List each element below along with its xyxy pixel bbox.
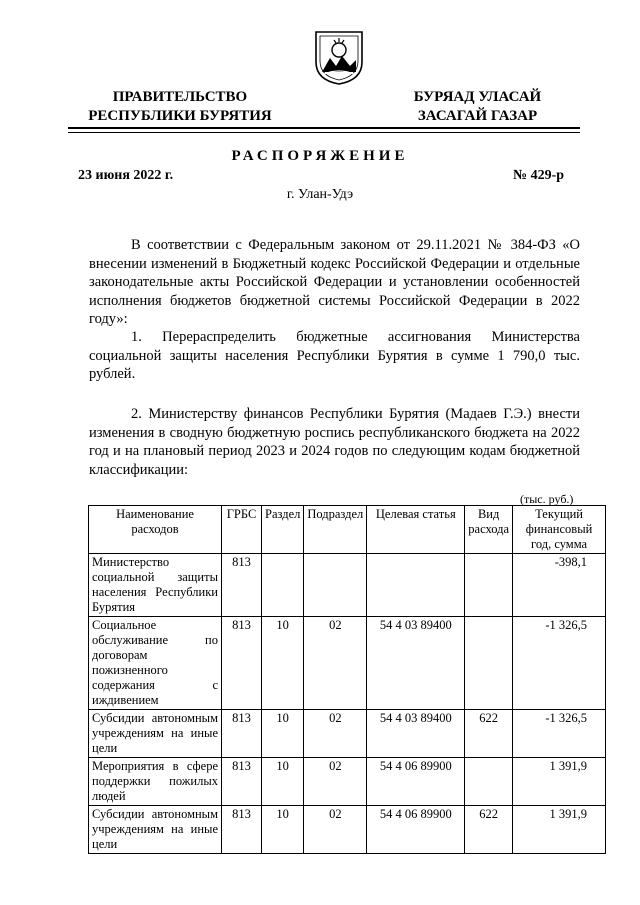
document-number: № 429-р: [513, 168, 565, 183]
header-rule-thick: [68, 127, 580, 129]
cell-amount: 1 391,9: [513, 758, 606, 806]
table-unit-label: (тыс. руб.): [520, 492, 574, 506]
document-city: г. Улан-Удэ: [286, 187, 354, 202]
col-header-name: Наименование расходов: [89, 506, 222, 554]
cell-name: Социальное обслуживание по договорам пожизненного содержания с иждивением: [89, 617, 222, 710]
cell-grbs: 813: [222, 806, 262, 854]
cell-amount: 1 391,9: [513, 806, 606, 854]
cell-section: 10: [262, 758, 304, 806]
col-header-expense-type: Вид расхода: [465, 506, 513, 554]
table-row: [89, 710, 606, 758]
cell-section: 10: [262, 806, 304, 854]
document-date: 23 июня 2022 г.: [78, 168, 174, 183]
cell-target-article: 54 4 03 89400: [367, 710, 465, 758]
table-row: [89, 554, 606, 617]
issuer-name-russian: ПРАВИТЕЛЬСТВО РЕСПУБЛИКИ БУРЯТИЯ: [88, 89, 272, 124]
cell-amount: -1 326,5: [513, 710, 606, 758]
cell-section: [262, 554, 304, 617]
cell-subsection: 02: [304, 710, 367, 758]
paragraph-preamble: В соответствии с Федеральным законом от 29.11.2021 № 384-ФЗ «О внесении изменений в Бюджетный кодекс Российской Федерации и отдельные законодательные акты Российской Федерации и установлении особенностей исполнения бюджетов бюджетной системы Российской Федерации в 2022 году»:: [89, 237, 580, 328]
cell-subsection: 02: [304, 617, 367, 710]
cell-amount: -398,1: [513, 554, 606, 617]
header-rule-thin: [68, 132, 580, 133]
cell-expense-type: 622: [465, 806, 513, 854]
cell-grbs: 813: [222, 617, 262, 710]
cell-expense-type: [465, 617, 513, 710]
cell-subsection: 02: [304, 758, 367, 806]
col-header-grbs: ГРБС: [222, 506, 262, 554]
cell-expense-type: 622: [465, 710, 513, 758]
col-header-target-article: Целевая статья: [367, 506, 465, 554]
paragraph-item-2: 2. Министерству финансов Республики Бурятия (Мадаев Г.Э.) внести изменения в сводную бюджетную роспись республиканского бюджета на 2022 год и на плановый период 2023 и 2024 годов по следующим кодам бюджетной классификации:: [89, 406, 580, 478]
cell-subsection: 02: [304, 806, 367, 854]
cell-name: Мероприятия в сфере поддержки пожилых людей: [89, 758, 222, 806]
cell-section: 10: [262, 710, 304, 758]
cell-target-article: [367, 554, 465, 617]
cell-grbs: 813: [222, 554, 262, 617]
cell-name: Субсидии автономным учреждениям на иные цели: [89, 710, 222, 758]
issuer-name-buryat: БУРЯАД УЛАСАЙ ЗАСАГАЙ ГАЗАР: [413, 89, 542, 124]
coat-of-arms-icon: [310, 28, 368, 86]
table-header-row: [89, 506, 606, 554]
cell-expense-type: [465, 758, 513, 806]
cell-amount: -1 326,5: [513, 617, 606, 710]
cell-section: 10: [262, 617, 304, 710]
col-header-section: Раздел: [262, 506, 304, 554]
table-row: [89, 758, 606, 806]
cell-target-article: 54 4 03 89400: [367, 617, 465, 710]
cell-target-article: 54 4 06 89900: [367, 758, 465, 806]
table-row: [89, 806, 606, 854]
cell-name: Министерство социальной защиты населения Республики Бурятия: [89, 554, 222, 617]
cell-grbs: 813: [222, 758, 262, 806]
col-header-subsection: Подраздел: [304, 506, 367, 554]
paragraph-item-1: 1. Перераспределить бюджетные ассигнования Министерства социальной защиты населения Республики Бурятия в сумме 1 790,0 тыс. рублей.: [89, 329, 580, 383]
cell-target-article: 54 4 06 89900: [367, 806, 465, 854]
cell-name: Субсидии автономным учреждениям на иные цели: [89, 806, 222, 854]
cell-subsection: [304, 554, 367, 617]
cell-grbs: 813: [222, 710, 262, 758]
document-title: РАСПОРЯЖЕНИЕ: [231, 148, 409, 164]
cell-expense-type: [465, 554, 513, 617]
budget-table: [88, 505, 606, 854]
table-row: [89, 617, 606, 710]
col-header-amount: Текущий финансовый год, сумма: [513, 506, 606, 554]
